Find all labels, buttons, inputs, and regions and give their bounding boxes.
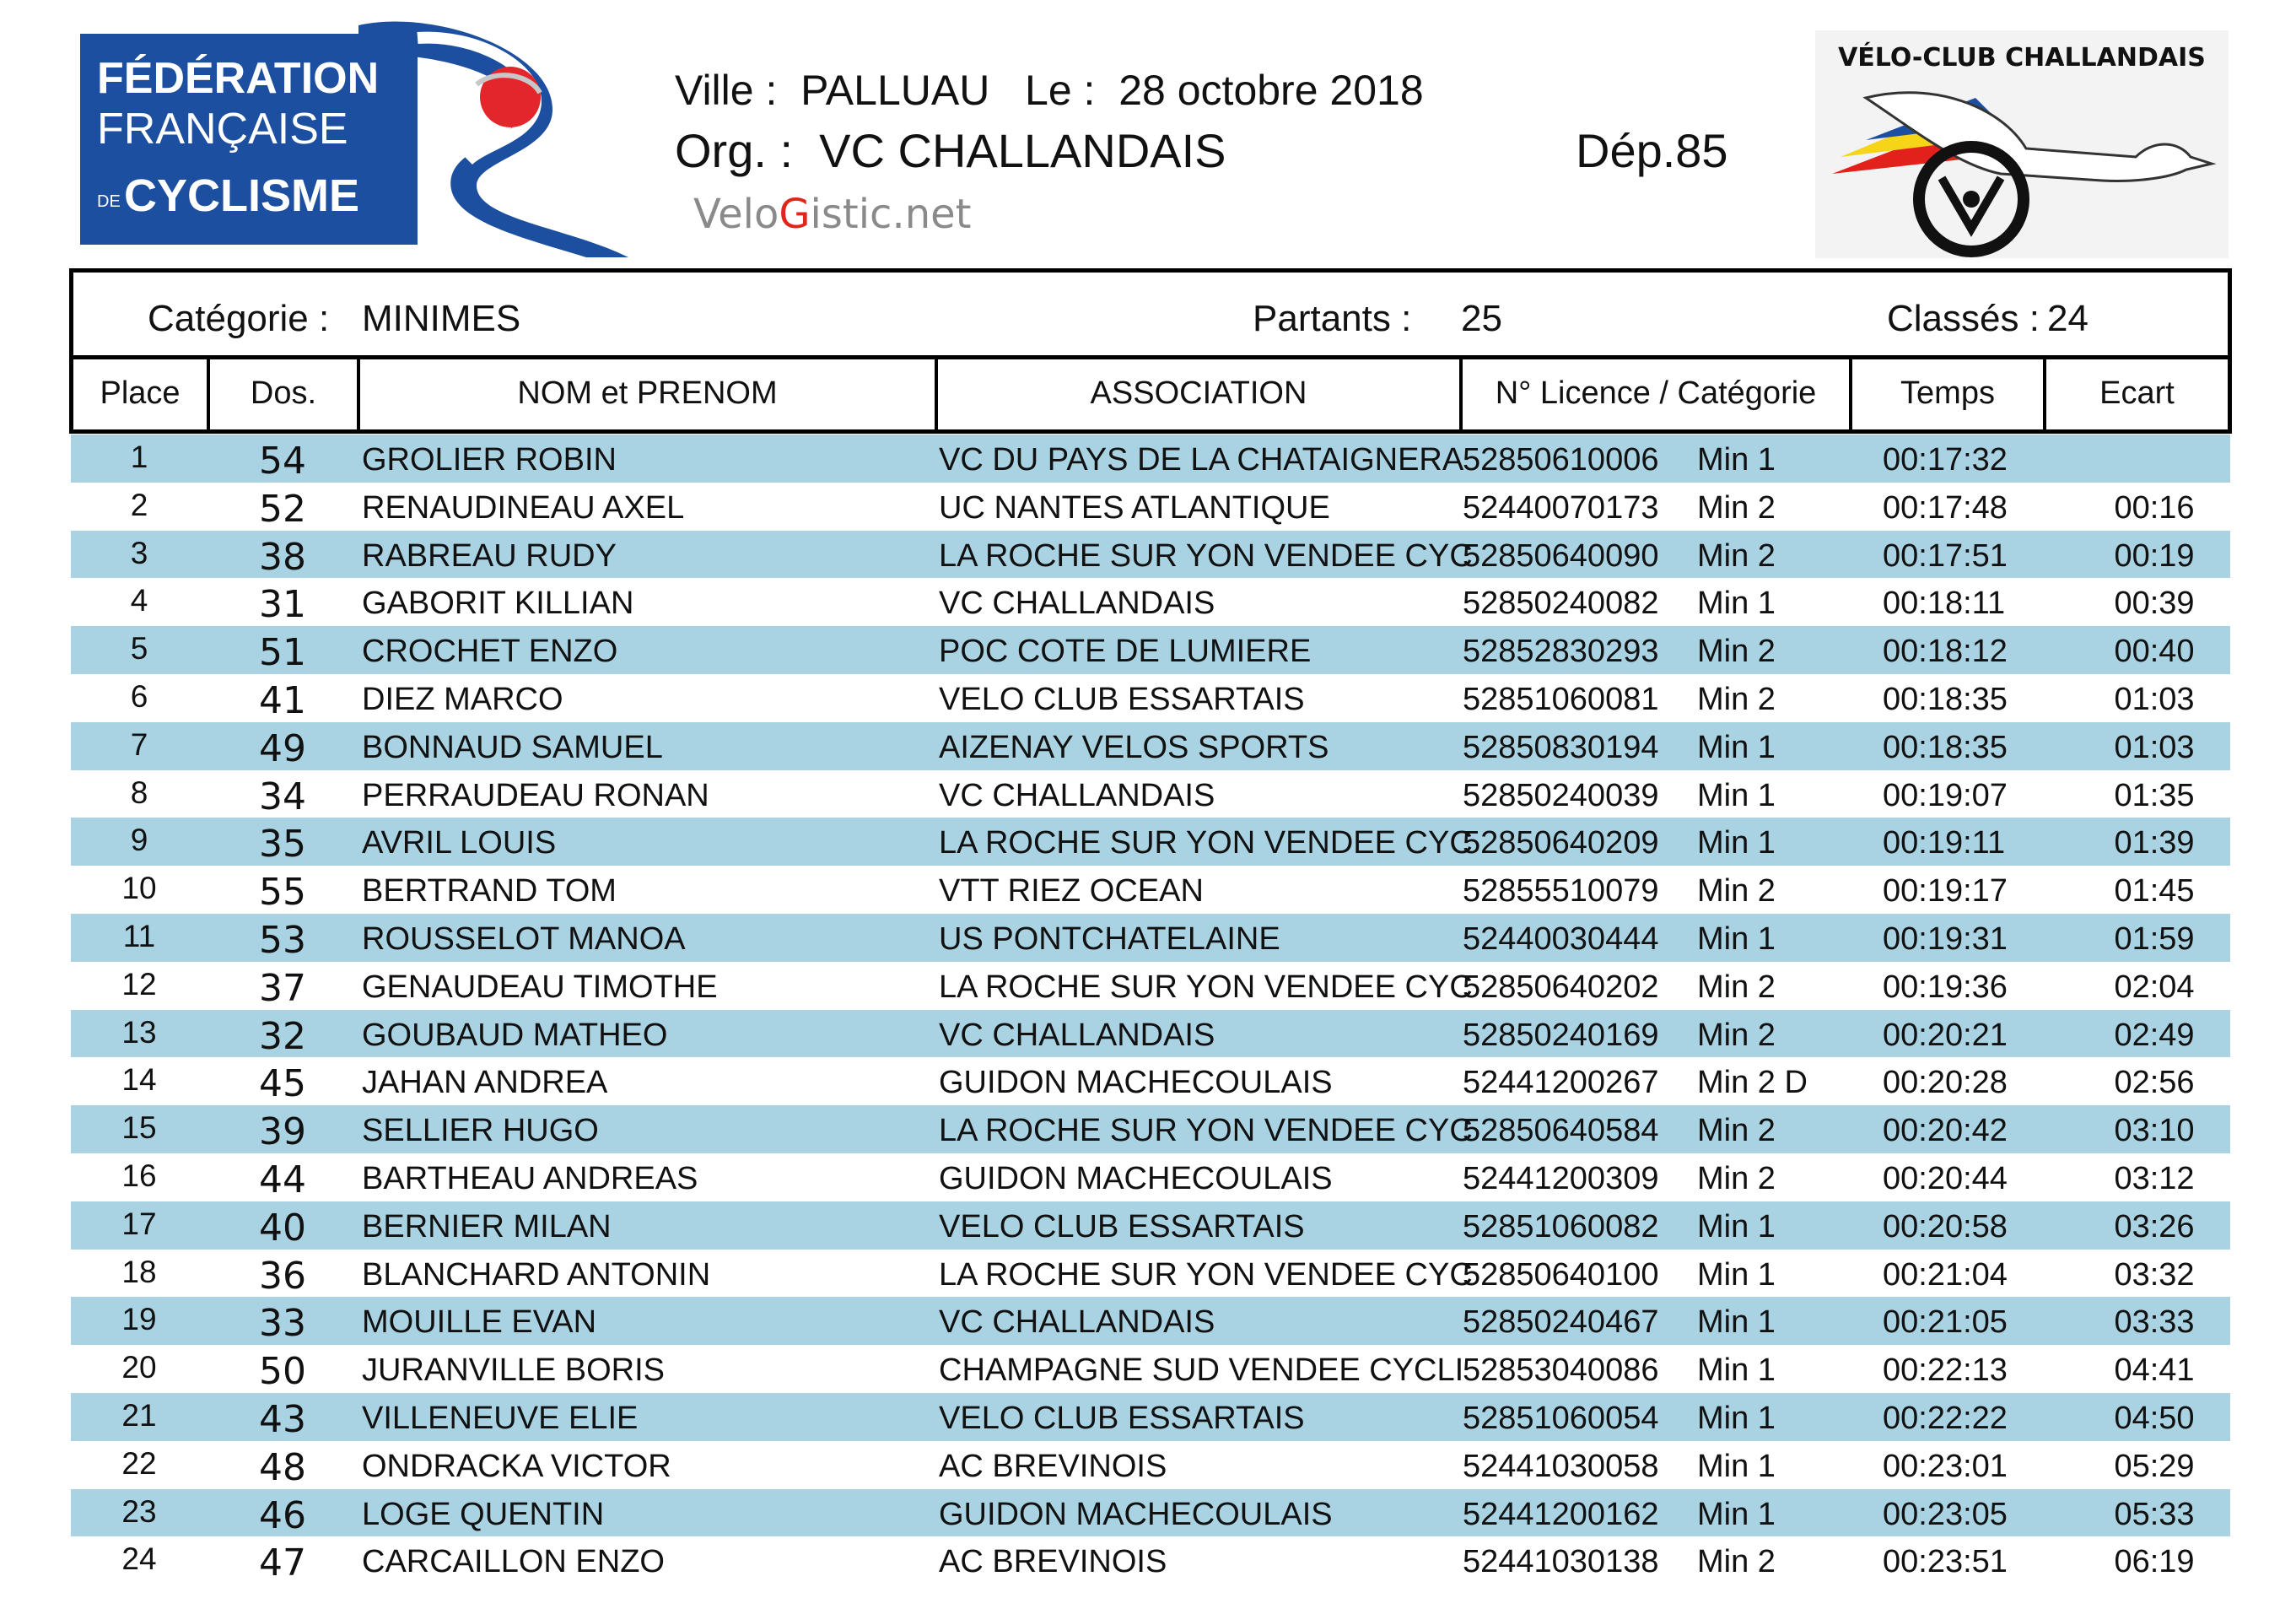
cell-place: 16 <box>121 1158 157 1193</box>
cell-temps: 00:23:01 <box>1883 1448 2008 1484</box>
cell-place: 14 <box>121 1062 157 1098</box>
cell-dos: 37 <box>259 966 306 1010</box>
cell-temps: 00:23:51 <box>1883 1544 2008 1580</box>
cell-dos: 40 <box>259 1206 306 1250</box>
cell-temps: 00:21:04 <box>1883 1256 2008 1293</box>
cell-nom: RENAUDINEAU AXEL <box>362 489 685 526</box>
cell-ecart: 03:12 <box>2114 1160 2195 1196</box>
cell-categorie: Min 2 <box>1697 634 1776 670</box>
date-value: 28 octobre 2018 <box>1118 67 1424 114</box>
cell-licence: 52851060082 <box>1463 1208 1659 1244</box>
table-row <box>71 1441 2230 1489</box>
cell-place: 8 <box>130 775 148 810</box>
category-label: Catégorie : <box>148 298 330 339</box>
cell-ecart: 00:19 <box>2114 537 2195 574</box>
cell-nom: BONNAUD SAMUEL <box>362 729 663 765</box>
table-row <box>71 722 2230 770</box>
cell-association: CHAMPAGNE SUD VENDEE CYCLI <box>939 1352 1464 1389</box>
cell-ecart: 03:26 <box>2114 1208 2195 1244</box>
table-row <box>71 626 2230 674</box>
cell-ecart: 00:16 <box>2114 489 2195 526</box>
cell-ecart: 00:39 <box>2114 586 2195 622</box>
table-row <box>71 1250 2230 1298</box>
cell-categorie: Min 2 D <box>1697 1065 1808 1101</box>
site-part-b: G <box>779 191 811 238</box>
cell-temps: 00:18:35 <box>1883 729 2008 765</box>
cell-association: LA ROCHE SUR YON VENDEE CYC <box>939 1113 1473 1149</box>
cell-categorie: Min 2 <box>1697 1544 1776 1580</box>
cell-place: 12 <box>121 966 157 1001</box>
cell-dos: 46 <box>259 1493 306 1537</box>
cell-nom: MOUILLE EVAN <box>362 1304 597 1341</box>
table-row <box>71 1153 2230 1201</box>
cell-categorie: Min 1 <box>1697 1352 1776 1389</box>
cell-place: 6 <box>130 678 148 714</box>
cell-association: VELO CLUB ESSARTAIS <box>939 681 1305 717</box>
cell-temps: 00:22:13 <box>1883 1352 2008 1389</box>
cell-nom: BARTHEAU ANDREAS <box>362 1160 698 1196</box>
cell-categorie: Min 1 <box>1697 1496 1776 1532</box>
cell-place: 1 <box>130 440 148 474</box>
cell-ecart: 04:41 <box>2114 1352 2195 1389</box>
cell-nom: CARCAILLON ENZO <box>362 1544 665 1580</box>
cell-nom: ROUSSELOT MANOA <box>362 920 686 957</box>
cell-dos: 50 <box>259 1350 306 1393</box>
col-header-dos: Dos. <box>210 359 360 429</box>
cell-categorie: Min 2 <box>1697 873 1776 910</box>
cell-association: VELO CLUB ESSARTAIS <box>939 1208 1305 1244</box>
col-header-association: ASSOCIATION <box>938 359 1463 429</box>
cell-nom: JAHAN ANDREA <box>362 1065 608 1101</box>
partants-value: 25 <box>1461 298 1502 339</box>
cell-licence: 52850240169 <box>1463 1017 1659 1053</box>
ffc-logo-text-4: CYCLISME <box>124 170 360 221</box>
cell-association: VC CHALLANDAIS <box>939 1017 1215 1053</box>
cell-temps: 00:20:44 <box>1883 1160 2008 1196</box>
club-logo-graphic <box>1815 30 2229 258</box>
ffc-logo-text-1: FÉDÉRATION <box>97 54 380 103</box>
org-value: VC CHALLANDAIS <box>819 124 1226 177</box>
cell-ecart: 06:19 <box>2114 1544 2195 1580</box>
cell-ecart: 02:04 <box>2114 969 2195 1005</box>
category-value: MINIMES <box>362 298 521 339</box>
site-link[interactable] <box>693 191 971 238</box>
table-header <box>69 359 2232 434</box>
cell-association: GUIDON MACHECOULAIS <box>939 1160 1333 1196</box>
cell-categorie: Min 1 <box>1697 1400 1776 1436</box>
cell-licence: 52853040086 <box>1463 1352 1659 1389</box>
col-header-ecart: Ecart <box>2099 375 2175 411</box>
cell-categorie: Min 1 <box>1697 586 1776 622</box>
cell-temps: 00:19:31 <box>1883 920 2008 957</box>
cell-nom: JURANVILLE BORIS <box>362 1352 665 1389</box>
cell-ecart: 01:39 <box>2114 825 2195 861</box>
cell-temps: 00:18:35 <box>1883 681 2008 717</box>
cell-nom: BERNIER MILAN <box>362 1208 612 1244</box>
cell-place: 4 <box>130 583 148 618</box>
partants-label: Partants : <box>1253 298 1412 339</box>
cell-ecart <box>2078 435 2230 483</box>
cell-association: VC CHALLANDAIS <box>939 586 1215 622</box>
cell-association: UC NANTES ATLANTIQUE <box>939 489 1330 526</box>
cell-licence: 52850240039 <box>1463 777 1659 813</box>
cell-place: 17 <box>121 1206 157 1241</box>
cell-temps: 00:22:22 <box>1883 1400 2008 1436</box>
cell-ecart: 01:45 <box>2114 873 2195 910</box>
cell-temps: 00:21:05 <box>1883 1304 2008 1341</box>
cell-licence: 52441200267 <box>1463 1065 1659 1101</box>
cell-dos: 39 <box>259 1110 306 1153</box>
table-row <box>71 1201 2230 1250</box>
classes-value: 24 <box>2047 298 2088 339</box>
cell-place: 20 <box>121 1350 157 1385</box>
cell-categorie: Min 2 <box>1697 681 1776 717</box>
cell-association: US PONTCHATELAINE <box>939 920 1280 957</box>
results-table-body <box>71 435 2230 1585</box>
cell-categorie: Min 1 <box>1697 1448 1776 1484</box>
departement: Dép.85 <box>1576 124 1728 177</box>
cell-nom: AVRIL LOUIS <box>362 825 557 861</box>
cell-dos: 36 <box>259 1254 306 1298</box>
cell-dos: 35 <box>259 823 306 866</box>
cell-place: 21 <box>121 1397 157 1433</box>
table-row <box>71 578 2230 626</box>
table-row <box>71 866 2230 914</box>
table-row <box>71 483 2230 531</box>
table-row <box>71 1105 2230 1153</box>
cell-place: 3 <box>130 535 148 570</box>
cell-nom: PERRAUDEAU RONAN <box>362 777 709 813</box>
header-line-org <box>675 123 1226 178</box>
cell-licence: 52441200162 <box>1463 1496 1659 1532</box>
table-row <box>71 1536 2230 1585</box>
cell-nom: GROLIER ROBIN <box>362 442 617 478</box>
cell-nom: DIEZ MARCO <box>362 681 563 717</box>
cell-dos: 54 <box>259 440 306 483</box>
table-row <box>71 1057 2230 1105</box>
cell-place: 15 <box>121 1110 157 1146</box>
cell-temps: 00:20:21 <box>1883 1017 2008 1053</box>
cell-place: 18 <box>121 1254 157 1289</box>
col-header-nom: NOM et PRENOM <box>360 359 938 429</box>
org-label: Org. : <box>675 124 794 177</box>
table-row <box>71 914 2230 962</box>
cell-licence: 52850640584 <box>1463 1113 1659 1149</box>
cell-association: LA ROCHE SUR YON VENDEE CYC <box>939 825 1473 861</box>
cell-association: VELO CLUB ESSARTAIS <box>939 1400 1305 1436</box>
cell-licence: 52850640100 <box>1463 1256 1659 1293</box>
cell-ecart: 01:35 <box>2114 777 2195 813</box>
cell-temps: 00:18:11 <box>1883 586 2006 622</box>
cell-licence: 52850640090 <box>1463 537 1659 574</box>
cell-association: AIZENAY VELOS SPORTS <box>939 729 1329 765</box>
cell-association: LA ROCHE SUR YON VENDEE CYC <box>939 537 1473 574</box>
cell-categorie: Min 1 <box>1697 442 1776 478</box>
cell-categorie: Min 1 <box>1697 1208 1776 1244</box>
ffc-logo-text-2: FRANÇAISE <box>97 105 348 154</box>
cell-licence: 52850830194 <box>1463 729 1659 765</box>
table-row <box>71 818 2230 866</box>
cell-licence: 52852830293 <box>1463 634 1659 670</box>
cell-association: VTT RIEZ OCEAN <box>939 873 1204 910</box>
cell-place: 10 <box>121 871 157 906</box>
cell-ecart: 01:03 <box>2114 681 2195 717</box>
cell-categorie: Min 1 <box>1697 1256 1776 1293</box>
cell-place: 24 <box>121 1541 157 1577</box>
cell-place: 23 <box>121 1493 157 1529</box>
cell-association: AC BREVINOIS <box>939 1448 1167 1484</box>
cell-ecart: 05:29 <box>2114 1448 2195 1484</box>
cell-place: 7 <box>130 726 148 762</box>
site-part-a: Velo <box>693 191 779 238</box>
ffc-logo-graphic <box>80 17 628 257</box>
cell-categorie: Min 2 <box>1697 969 1776 1005</box>
cell-licence: 52441030058 <box>1463 1448 1659 1484</box>
cell-nom: LOGE QUENTIN <box>362 1496 605 1532</box>
cell-dos: 41 <box>259 678 306 722</box>
col-header-licence: N° Licence / Catégorie <box>1463 359 1852 429</box>
cell-licence: 52440070173 <box>1463 489 1659 526</box>
cell-temps: 00:17:48 <box>1883 489 2008 526</box>
table-row <box>71 1345 2230 1393</box>
cell-place: 2 <box>130 487 148 522</box>
cell-place: 13 <box>121 1014 157 1050</box>
cell-licence: 52441030138 <box>1463 1544 1659 1580</box>
cell-licence: 52850640202 <box>1463 969 1659 1005</box>
cell-ecart: 04:50 <box>2114 1400 2195 1436</box>
cell-categorie: Min 2 <box>1697 1113 1776 1149</box>
cell-categorie: Min 1 <box>1697 1304 1776 1341</box>
cell-licence: 52855510079 <box>1463 873 1659 910</box>
cell-ecart: 00:40 <box>2114 634 2195 670</box>
cell-categorie: Min 1 <box>1697 825 1776 861</box>
cell-temps: 00:20:58 <box>1883 1208 2008 1244</box>
cell-ecart: 05:33 <box>2114 1496 2195 1532</box>
ffc-logo <box>80 17 628 257</box>
cell-association: POC COTE DE LUMIERE <box>939 634 1312 670</box>
cell-ecart: 02:49 <box>2114 1017 2195 1053</box>
cell-temps: 00:19:17 <box>1883 873 2008 910</box>
cell-licence: 52850610006 <box>1463 442 1659 478</box>
cell-temps: 00:17:51 <box>1883 537 2008 574</box>
cell-temps: 00:18:12 <box>1883 634 2008 670</box>
cell-licence: 52851060081 <box>1463 681 1659 717</box>
cell-nom: GENAUDEAU TIMOTHE <box>362 969 718 1005</box>
cell-dos: 38 <box>259 535 306 579</box>
cell-categorie: Min 2 <box>1697 1160 1776 1196</box>
cell-licence: 52850240082 <box>1463 586 1659 622</box>
cell-ecart: 03:33 <box>2114 1304 2195 1341</box>
cell-nom: GOUBAUD MATHEO <box>362 1017 668 1053</box>
site-part-c: istic.net <box>810 191 972 238</box>
cell-categorie: Min 2 <box>1697 1017 1776 1053</box>
cell-association: AC BREVINOIS <box>939 1544 1167 1580</box>
cell-nom: VILLENEUVE ELIE <box>362 1400 639 1436</box>
cell-dos: 48 <box>259 1445 306 1489</box>
cell-categorie: Min 1 <box>1697 920 1776 957</box>
table-row <box>71 531 2230 579</box>
cell-dos: 49 <box>259 726 306 770</box>
club-logo-text: VÉLO-CLUB CHALLANDAIS <box>1838 43 2206 73</box>
cell-licence: 52441200309 <box>1463 1160 1659 1196</box>
table-row <box>71 1297 2230 1345</box>
cell-dos: 45 <box>259 1062 306 1106</box>
cell-dos: 34 <box>259 775 306 818</box>
cell-nom: RABREAU RUDY <box>362 537 617 574</box>
cell-association: VC CHALLANDAIS <box>939 777 1215 813</box>
cell-temps: 00:19:36 <box>1883 969 2008 1005</box>
cell-nom: CROCHET ENZO <box>362 634 618 670</box>
cell-temps: 00:20:42 <box>1883 1113 2008 1149</box>
cell-place: 19 <box>121 1302 157 1337</box>
cell-dos: 55 <box>259 871 306 914</box>
ville-value: PALLUAU <box>800 67 990 114</box>
table-row <box>71 1010 2230 1058</box>
cell-categorie: Min 2 <box>1697 489 1776 526</box>
cell-dos: 43 <box>259 1397 306 1441</box>
cell-temps: 00:19:11 <box>1883 825 2006 861</box>
cell-categorie: Min 2 <box>1697 537 1776 574</box>
header-line-ville <box>675 66 1424 115</box>
cell-dos: 51 <box>259 631 306 674</box>
cell-licence: 52850640209 <box>1463 825 1659 861</box>
cell-licence: 52440030444 <box>1463 920 1659 957</box>
cell-ecart: 01:59 <box>2114 920 2195 957</box>
club-logo <box>1815 30 2229 258</box>
summary-box <box>69 268 2232 359</box>
cell-ecart: 02:56 <box>2114 1065 2195 1101</box>
cell-dos: 52 <box>259 487 306 531</box>
cell-temps: 00:19:07 <box>1883 777 2008 813</box>
cell-place: 9 <box>130 823 148 858</box>
col-header-place: Place <box>73 359 210 429</box>
cell-association: VC CHALLANDAIS <box>939 1304 1215 1341</box>
cell-association: GUIDON MACHECOULAIS <box>939 1496 1333 1532</box>
cell-dos: 33 <box>259 1302 306 1346</box>
cell-place: 22 <box>121 1445 157 1481</box>
cell-nom: SELLIER HUGO <box>362 1113 599 1149</box>
cell-categorie: Min 1 <box>1697 777 1776 813</box>
cell-association: GUIDON MACHECOULAIS <box>939 1065 1333 1101</box>
table-row <box>71 1393 2230 1441</box>
cell-dos: 47 <box>259 1541 306 1585</box>
table-row <box>71 1489 2230 1537</box>
ville-label: Ville : <box>675 67 778 114</box>
table-row <box>71 674 2230 722</box>
date-label: Le : <box>1025 67 1096 114</box>
cell-association: LA ROCHE SUR YON VENDEE CYC <box>939 1256 1473 1293</box>
cell-temps: 00:23:05 <box>1883 1496 2008 1532</box>
cell-dos: 53 <box>259 918 306 962</box>
cell-association: LA ROCHE SUR YON VENDEE CYC <box>939 969 1473 1005</box>
cell-nom: ONDRACKA VICTOR <box>362 1448 671 1484</box>
ffc-logo-text-3: DE <box>97 192 121 211</box>
cell-temps: 00:17:32 <box>1883 442 2008 478</box>
cell-dos: 32 <box>259 1014 306 1058</box>
cell-licence: 52850240467 <box>1463 1304 1659 1341</box>
cell-ecart: 03:10 <box>2114 1113 2195 1149</box>
cell-association: VC DU PAYS DE LA CHATAIGNERA <box>939 442 1464 478</box>
table-row <box>71 962 2230 1010</box>
cell-dos: 44 <box>259 1158 306 1201</box>
cell-nom: BERTRAND TOM <box>362 873 617 910</box>
cell-categorie: Min 1 <box>1697 729 1776 765</box>
cell-dos: 31 <box>259 583 306 627</box>
cell-licence: 52851060054 <box>1463 1400 1659 1436</box>
cell-nom: BLANCHARD ANTONIN <box>362 1256 711 1293</box>
cell-ecart: 03:32 <box>2114 1256 2195 1293</box>
col-header-temps: Temps <box>1852 359 2046 429</box>
cell-nom: GABORIT KILLIAN <box>362 586 634 622</box>
cell-place: 5 <box>130 631 148 667</box>
table-row <box>71 435 2230 483</box>
cell-ecart: 01:03 <box>2114 729 2195 765</box>
classes-label: Classés : <box>1887 298 2040 339</box>
cell-place: 11 <box>122 918 156 953</box>
cell-temps: 00:20:28 <box>1883 1065 2008 1101</box>
table-row <box>71 770 2230 818</box>
